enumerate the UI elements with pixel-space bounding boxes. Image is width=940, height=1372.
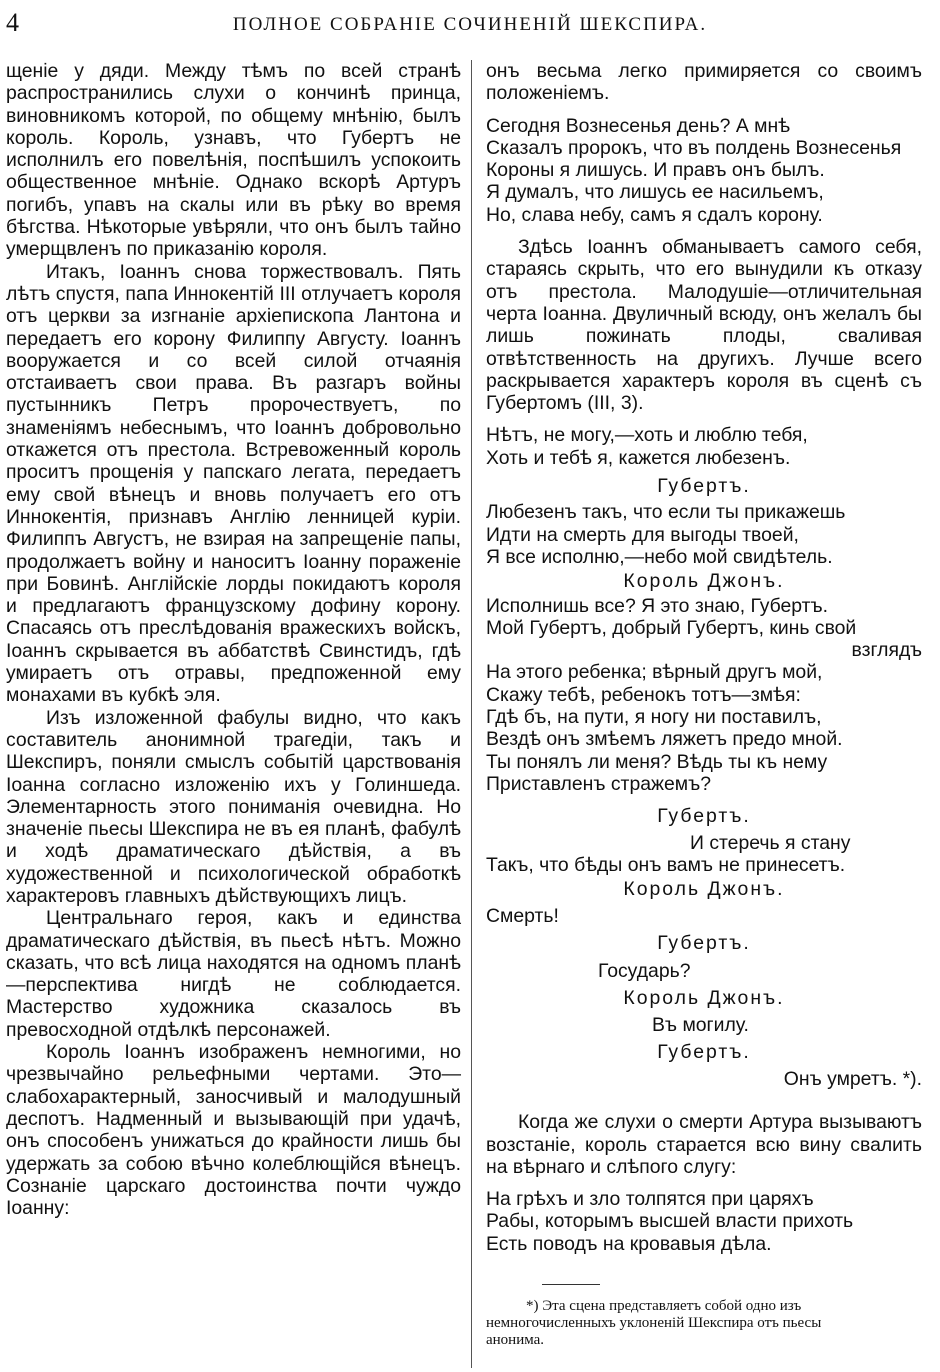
- paragraph: Здѣсь Іоаннъ обманываетъ самого себя, стараясь скрыть, что его вынудили къ отказу отъ престола. Малодушіе—отличительная черта Іоанна. Двуличный всюду, онъ желалъ бы лишь пожинать плоды, сваливая отвѣтственность на другихъ. Лучше всего раскрывается характеръ короля въ сценѣ съ Губертомъ (III, 3).: [486, 236, 922, 415]
- verse-quote: [486, 1188, 922, 1255]
- left-column: [6, 60, 461, 1219]
- paragraph: щеніе у дяди. Между тѣмъ по всей странѣ распространились слухи о кончинѣ принца, виновникомъ которой, по общему мнѣнію, былъ король. Король, узнавъ, что Губертъ не исполнилъ его повелѣнія, поспѣшилъ успокоить общественное мнѣніе. Однако вскорѣ Артуръ погибъ, упавъ на скалы или въ рѣку во время бѣгства. Нѣкоторые увѣряли, что онъ былъ тайно умерщвленъ по приказанію короля.: [6, 60, 461, 261]
- paragraph: Центральнаго героя, какъ и единства драматическаго дѣйствія, въ пьесѣ нѣтъ. Можно сказать, что всѣ лица находятся на одномъ планѣ—перспектива нигдѣ не соблюдается. Мастерство художника сказалось въ превосходной отдѣлкѣ персонажей.: [6, 907, 461, 1041]
- verse-line: взглядъ: [851, 639, 922, 662]
- verse-quote: [486, 424, 922, 469]
- footnote-line: *) Эта сцена представляетъ собой одно изъ: [526, 1298, 802, 1314]
- paragraph: онъ весьма легко примиряется со своимъ положеніемъ.: [486, 60, 922, 105]
- verse-line: Ты понялъ ли меня? Вѣдь ты къ нему: [486, 750, 828, 773]
- page-header: [6, 6, 934, 38]
- footnote-line: немногочисленныхъ уклоненій Шекспира отъ пьесы: [486, 1315, 822, 1331]
- verse-line: Любезенъ такъ, что если ты прикажешь: [486, 501, 846, 524]
- verse-line: Рабы, которымъ высшей власти прихоть: [486, 1210, 854, 1233]
- paragraph: Когда же слухи о смерти Артура вызываютъ возстаніе, король старается всю вину свалить на вѣрнаго и слѣпого слугу:: [486, 1111, 922, 1178]
- verse-line: Хоть и тебѣ я, кажется любезенъ.: [486, 446, 791, 469]
- speaker-name: Губертъ.: [657, 805, 751, 828]
- verse-line: Я все исполню,—небо мой свидѣтель.: [486, 545, 833, 568]
- verse-line: Сказалъ пророкъ, что въ полдень Вознесенья: [486, 136, 902, 159]
- paragraph: Король Іоаннъ изображенъ немногими, но чрезвычайно рельефными чертами. Это—слабохарактерный, заносчивый и малодушный деспотъ. Надменный и вызывающій при удачѣ, онъ способенъ унижаться до крайности лишь бы удержать за собою вѣчно колеблющійся вѣнецъ. Сознаніе царскаго достоинства почти чуждо Іоанну:: [6, 1041, 461, 1220]
- verse-line: Такъ, что бѣды онъ вамъ не принесетъ.: [486, 853, 846, 876]
- speaker-name: Губертъ.: [657, 475, 751, 498]
- verse-quote: [486, 595, 922, 796]
- speaker-name: Король Джонъ.: [623, 570, 785, 593]
- verse-line: Скажу тебѣ, ребенокъ тотъ—змѣя:: [486, 683, 801, 706]
- footnote-line: анонима.: [486, 1332, 545, 1348]
- verse-line: Короны я лишусь. И правъ онъ былъ.: [486, 159, 825, 182]
- verse-line: Исполнишь все? Я это знаю, Губертъ.: [486, 594, 829, 617]
- speaker-name: Король Джонъ.: [623, 878, 785, 901]
- verse-line: Нѣтъ, не могу,—хоть и люблю тебя,: [486, 424, 808, 447]
- speaker-name: Губертъ.: [657, 932, 751, 955]
- verse-line: На этого ребенка; вѣрный другъ мой,: [486, 661, 823, 684]
- speaker-name: Губертъ.: [657, 1040, 751, 1063]
- dialogue-block: [486, 832, 922, 1094]
- footnote-rule: [542, 1284, 600, 1285]
- speaker-name: Король Джонъ.: [623, 986, 785, 1009]
- verse-line: Онъ умретъ. *).: [783, 1068, 922, 1091]
- verse-line: Идти на смерть для выгоды твоей,: [486, 523, 799, 546]
- verse-line: Есть поводъ на кровавыя дѣла.: [486, 1232, 772, 1255]
- verse-line: Приставленъ стражемъ?: [486, 772, 711, 795]
- right-column: [486, 60, 922, 1265]
- paragraph: Изъ изложенной фабулы видно, что какъ составитель анонимной трагедіи, такъ и Шекспиръ, поняли смыслъ событій царствованія Іоанна согласно изложенію ихъ у Голиншеда. Элементарность этого пониманія очевидна. Но значеніе пьесы Шекспира не въ ея планѣ, фабулѣ и ходѣ драматическаго дѣйствія, а въ художественной и психологической обработкѣ характеровъ главныхъ дѣйствующихъ лицъ.: [6, 706, 461, 907]
- verse-line: Въ могилу.: [652, 1013, 749, 1036]
- column-divider: [471, 60, 472, 1368]
- verse-line: Сегодня Вознесенья день? А мнѣ: [486, 114, 791, 137]
- verse-line: Мой Губертъ, добрый Губертъ, кинь свой: [486, 616, 857, 639]
- verse-line: Гдѣ бъ, на пути, я ногу ни поставилъ,: [486, 706, 822, 729]
- paragraph: Итакъ, Іоаннъ снова торжествовалъ. Пять лѣтъ спустя, папа Иннокентій III отлучаетъ короля отъ церкви за изгнаніе архіепископа Лантона и передаетъ его корону Филиппу Августу. Іоаннъ вооружается и со всей силой отчаянія отстаиваетъ свои права. Въ разгаръ войны пустынникъ Петръ пророчествуетъ, по знаменіямъ небеснымъ, что Іоаннъ добровольно откажется отъ престола. Встревоженный король проситъ прощенія у папскаго легата, передаетъ ему свой вѣнецъ и вновь получаетъ его отъ Иннокентія, признавъ Англію ленницей куріи. Филиппъ Августъ, не взирая на запрещеніе папы, продолжаетъ войну и наноситъ Іоанну пораженіе при Бовинѣ. Англійскіе лорды покидаютъ короля и предлагаютъ французскому дофину корону. Спасаясь отъ преслѣдованія вражескихъ войскъ, Іоаннъ скрывается въ аббатствѣ Свинстидъ, гдѣ умираетъ отъ отравы, предпоженной ему монахами въ кубкѣ эля.: [6, 260, 461, 707]
- verse-line: И стеречь я стану: [690, 831, 851, 854]
- verse-line: На грѣхъ и зло толпятся при царяхъ: [486, 1188, 814, 1211]
- verse-quote: [486, 115, 922, 226]
- verse-line: Государь?: [598, 959, 691, 982]
- verse-quote: [486, 501, 922, 568]
- page-number: 4: [6, 8, 19, 37]
- verse-line: Но, слава небу, самъ я сдалъ корону.: [486, 203, 823, 226]
- verse-line: Смерть!: [486, 905, 559, 928]
- running-title: ПОЛНОЕ СОБРАНІЕ СОЧИНЕНІЙ ШЕКСПИРА.: [232, 14, 708, 35]
- verse-line: Я думалъ, что лишусь ее насильемъ,: [486, 181, 824, 204]
- verse-line: Вездѣ онъ змѣемъ ляжетъ предо мной.: [486, 728, 843, 751]
- footnote: [486, 1298, 922, 1349]
